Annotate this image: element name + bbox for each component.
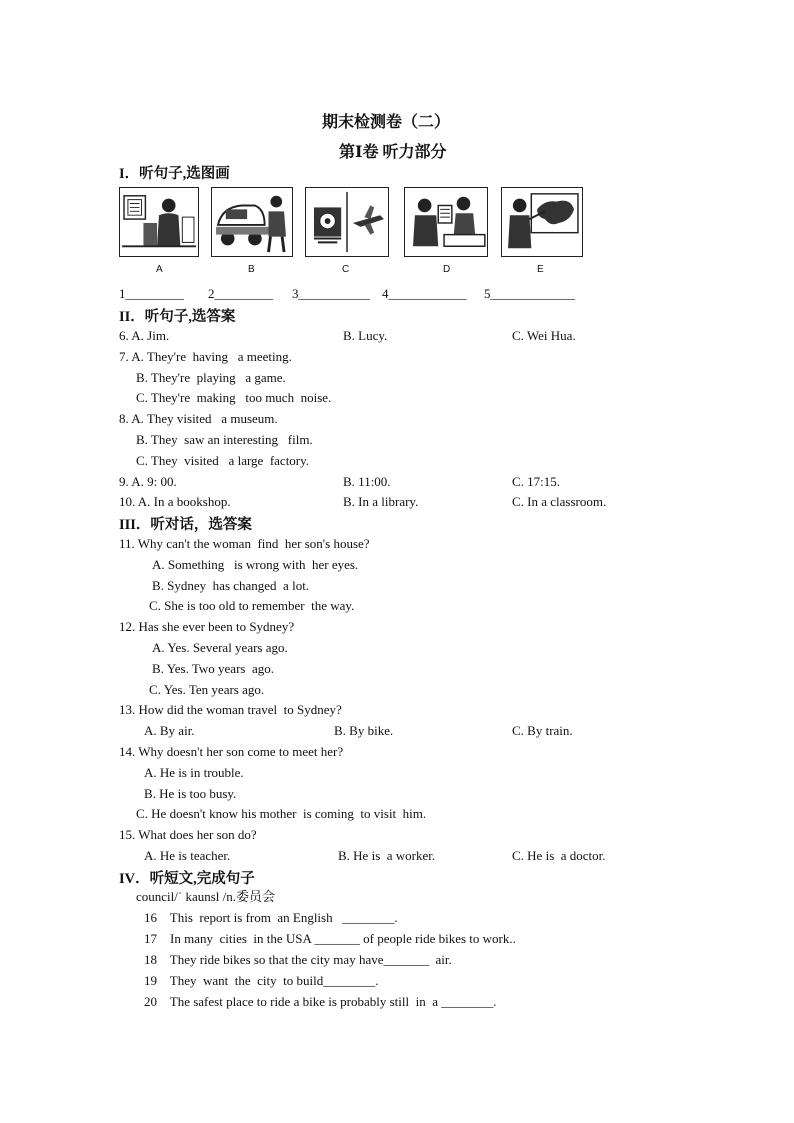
section4-heading: IV．听短文,完成句子 — [119, 871, 255, 887]
q13-option-c: C. By train. — [512, 723, 573, 738]
picture-label-a: A — [156, 264, 163, 275]
q12-option-a: A. Yes. Several years ago. — [152, 640, 288, 655]
q9-option-c: C. 17:15. — [512, 474, 561, 489]
q7-option-b: B. They're playing a game. — [136, 370, 286, 385]
q9-option-b: B. 11:00. — [343, 474, 391, 489]
q11-question: 11. Why can't the woman find her son's house? — [119, 536, 370, 551]
page-title: 期末检测卷（二） — [322, 114, 451, 131]
q7-option-a: 7. A. They're having a meeting. — [119, 349, 292, 364]
q15-option-a: A. He is teacher. — [144, 848, 231, 863]
q14-question: 14. Why doesn't her son come to meet her? — [119, 744, 344, 759]
q14-option-c: C. He doesn't know his mother is coming to visit him. — [136, 806, 427, 821]
sentence-16: 16 This report is from an English ________. — [144, 910, 398, 925]
q11-option-c: C. She is too old to remember the way. — [149, 598, 355, 613]
picture-d — [404, 187, 488, 257]
q11-option-b: B. Sydney has changed a lot. — [152, 578, 310, 593]
q12-question: 12. Has she ever been to Sydney? — [119, 619, 295, 634]
q6-option-c: C. Wei Hua. — [512, 328, 576, 343]
q8-option-b: B. They saw an interesting film. — [136, 432, 313, 447]
q14-option-a: A. He is in trouble. — [144, 765, 244, 780]
q15-option-b: B. He is a worker. — [338, 848, 436, 863]
sentence-19: 19 They want the city to build________. — [144, 973, 379, 988]
answer-blank-1: 1_________ — [119, 286, 184, 301]
q10-option-b: B. In a library. — [343, 494, 419, 509]
q6-option-a: 6. A. Jim. — [119, 328, 170, 343]
q15-option-c: C. He is a doctor. — [512, 848, 606, 863]
answer-blank-2: 2_________ — [208, 286, 273, 301]
q8-option-a: 8. A. They visited a museum. — [119, 411, 278, 426]
q12-option-b: B. Yes. Two years ago. — [152, 661, 274, 676]
q6-option-b: B. Lucy. — [343, 328, 388, 343]
picture-a — [119, 187, 199, 257]
picture-c — [305, 187, 389, 257]
q9-option-a: 9. A. 9: 00. — [119, 474, 177, 489]
q10-option-c: C. In a classroom. — [512, 494, 607, 509]
vocab-note: council/ˈ kaunsl /n.委员会 — [136, 889, 276, 904]
section2-heading: II．听句子,选答案 — [119, 309, 236, 325]
picture-b — [211, 187, 293, 257]
picture-label-b: B — [248, 264, 255, 275]
sentence-17: 17 In many cities in the USA _______ of people ride bikes to work.. — [144, 931, 516, 946]
q13-option-a: A. By air. — [144, 723, 195, 738]
page-subtitle: 第Ⅰ卷 听力部分 — [339, 144, 447, 161]
q13-option-b: B. By bike. — [334, 723, 394, 738]
q7-option-c: C. They're making too much noise. — [136, 390, 332, 405]
section1-heading: I．听句子,选图画 — [119, 166, 230, 182]
picture-label-c: C — [342, 264, 350, 275]
sentence-18: 18 They ride bikes so that the city may have_______ air. — [144, 952, 452, 967]
q8-option-c: C. They visited a large factory. — [136, 453, 310, 468]
q15-question: 15. What does her son do? — [119, 827, 257, 842]
q12-option-c: C. Yes. Ten years ago. — [149, 682, 265, 697]
q10-option-a: 10. A. In a bookshop. — [119, 494, 231, 509]
q11-option-a: A. Something is wrong with her eyes. — [152, 557, 359, 572]
answer-blank-3: 3___________ — [292, 286, 370, 301]
q13-question: 13. How did the woman travel to Sydney? — [119, 702, 342, 717]
answer-blank-4: 4____________ — [382, 286, 467, 301]
picture-label-d: D — [443, 264, 451, 275]
picture-label-e: E — [537, 264, 544, 275]
sentence-20: 20 The safest place to ride a bike is probably still in a ________. — [144, 994, 497, 1009]
q14-option-b: B. He is too busy. — [144, 786, 237, 801]
picture-e — [501, 187, 583, 257]
answer-blank-5: 5_____________ — [484, 286, 575, 301]
section3-heading: III．听对话，选答案 — [119, 517, 252, 533]
